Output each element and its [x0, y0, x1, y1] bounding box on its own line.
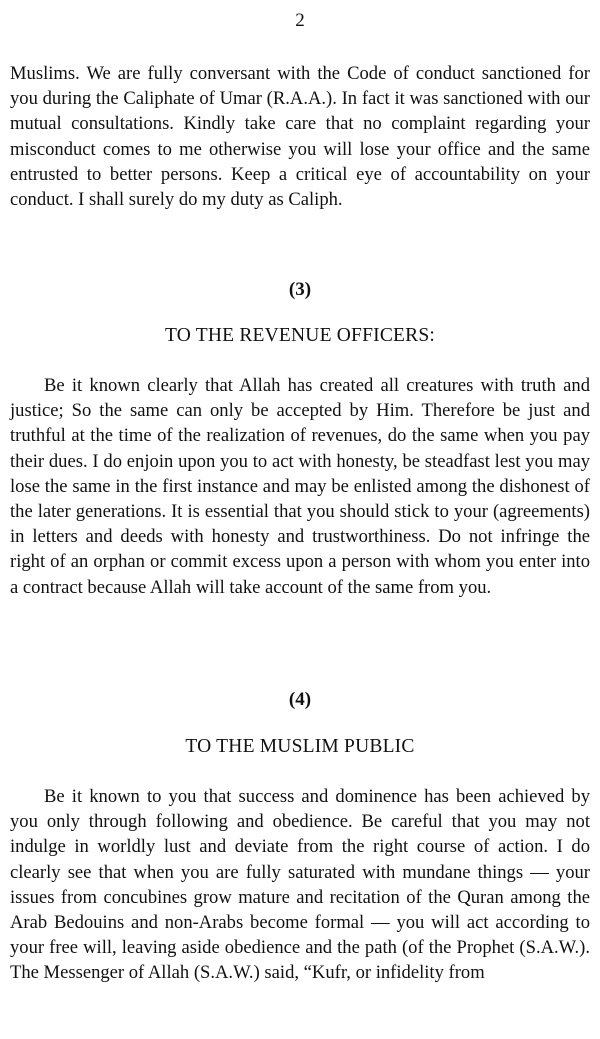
- paragraph-revenue-officers: [10, 373, 590, 600]
- paragraph-continuation: [10, 61, 590, 212]
- paragraph-muslim-public: [10, 784, 590, 986]
- page-number: 2: [295, 10, 305, 31]
- section-title-revenue-officers: TO THE REVENUE OFFICERS:: [164, 325, 436, 346]
- paragraph-text: Be it known to you that success and dominence has been achieved by you only through following and obedience. Be careful that you may not indulge in worldly lust and deviate from the right course of action. I do clearly see that when you are fully saturated with mundane things — your issues from concubines grow mature and recitation of the Quran among the Arab Bedouins and non-Arabs become formal — you will act according to your free will, leaving aside obedience and the path (of the Prophet (S.A.W.). The Messenger of Allah (S.A.W.) said, “Kufr, or infidelity from: [10, 786, 590, 984]
- paragraph-text: Muslims. We are fully conversant with the Code of conduct sanctioned for you during the Caliphate of Umar (R.A.A.). In fact it was sanctioned with our mutual consultations. Kindly take care that no complaint regarding your misconduct comes to me otherwise you will lose your office and the same entrusted to better persons. Keep a critical eye of accountability on your conduct. I shall surely do my duty as Caliph.: [10, 63, 590, 211]
- section-number-3: (3): [288, 279, 312, 300]
- section-number-4: (4): [288, 689, 312, 710]
- paragraph-text: Be it known clearly that Allah has created all creatures with truth and justice; So the same can only be accepted by Him. Therefore be just and truthful at the time of the realization of revenues, do the same when you pay their dues. I do enjoin upon you to act with honesty, be steadfast lest you may lose the same in the first instance and may be enlisted among the dishonest of the later generations. It is essential that you should stick to your (agreements) in letters and deeds with honesty and trustworthiness. Do not infringe the right of an orphan or commit excess upon a person with whom you enter into a contract because Allah will take account of the same from you.: [10, 375, 590, 598]
- section-title-muslim-public: TO THE MUSLIM PUBLIC: [185, 736, 415, 757]
